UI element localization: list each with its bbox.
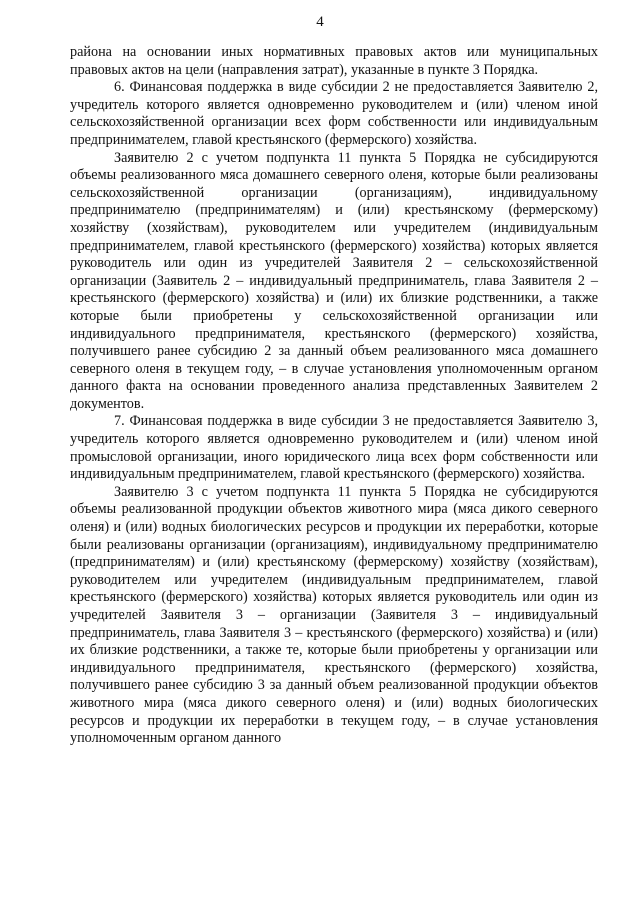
paragraph-applicant-3: Заявителю 3 с учетом подпункта 11 пункта 5 Порядка не субсидируются объемы реализованной продукции объектов животного мира (мяса дикого северного оленя) и (или) водных биологических ресурсов и продукции их переработки, которые были реализованы организации (организациям), индивидуальному предпринимателю (предпринимателям) и (или) крестьянскому (фермерскому) хозяйству (хозяйствам), руководителем или учредителем (индивидуальным предпринимателем, главой крестьянского (фермерского) хозяйства) которых является руководитель или один из учредителей Заявителя 3 – организации (Заявителя 3 – индивидуальный предприниматель, глава Заявителя 3 – крестьянского (фермерского) хозяйства) и (или) их близкие родственники, а также те, которые были приобретены у организации или индивидуального предпринимателя, крестьянского (фермерского) хозяйства, получившего ранее субсидию 3 за данный объем реализованной продукции объектов животного мира (мяса дикого северного оленя) и (или) водных биологических ресурсов и продукции их переработки в текущем году, – в случае установления уполномоченным органом данного [70, 483, 598, 747]
body-text [70, 44, 598, 748]
paragraph-continuation: района на основании иных нормативных правовых актов или муниципальных правовых актов на цели (направления затрат), указанные в пункте 3 Порядка. [70, 44, 598, 78]
page-number: 4 [316, 14, 324, 30]
paragraph-item-6: 6. Финансовая поддержка в виде субсидии 2 не предоставляется Заявителю 2, учредитель которого является одновременно руководителем и (или) членом иной сельскохозяйственной организации всех форм собственности или индивидуальным предпринимателем, главой крестьянского (фермерского) хозяйства. [70, 79, 598, 148]
paragraph-item-7: 7. Финансовая поддержка в виде субсидии 3 не предоставляется Заявителю 3, учредитель которого является одновременно руководителем и (или) членом иной промысловой организации, иного юридического лица всех форм собственности или индивидуальным предпринимателем, главой крестьянского (фермерского) хозяйства. [70, 413, 598, 483]
paragraph-applicant-2: Заявителю 2 с учетом подпункта 11 пункта 5 Порядка не субсидируются объемы реализованного мяса домашнего северного оленя, которые были реализованы сельскохозяйственной организации (организациям), индивидуальному предпринимателю (предпринимателям) и (или) крестьянскому (фермерскому) хозяйству (хозяйствам), руководителем или учредителем (индивидуальным предпринимателем, главой крестьянского (фермерского) хозяйства) которых является руководитель или один из учредителей Заявителя 2 – сельскохозяйственной организации (Заявитель 2 – индивидуальный предприниматель, глава Заявителя 2 – крестьянского (фермерского) хозяйства) и (или) их близкие родственники, а также которые были приобретены у сельскохозяйственной организации или индивидуального предпринимателя, крестьянского (фермерского) хозяйства, получившего ранее субсидию 2 за данный объем реализованного мяса домашнего северного оленя в текущем году, – в случае установления уполномоченным органом данного факта на основании проведенного анализа представленных Заявителем 2 документов. [70, 149, 598, 412]
